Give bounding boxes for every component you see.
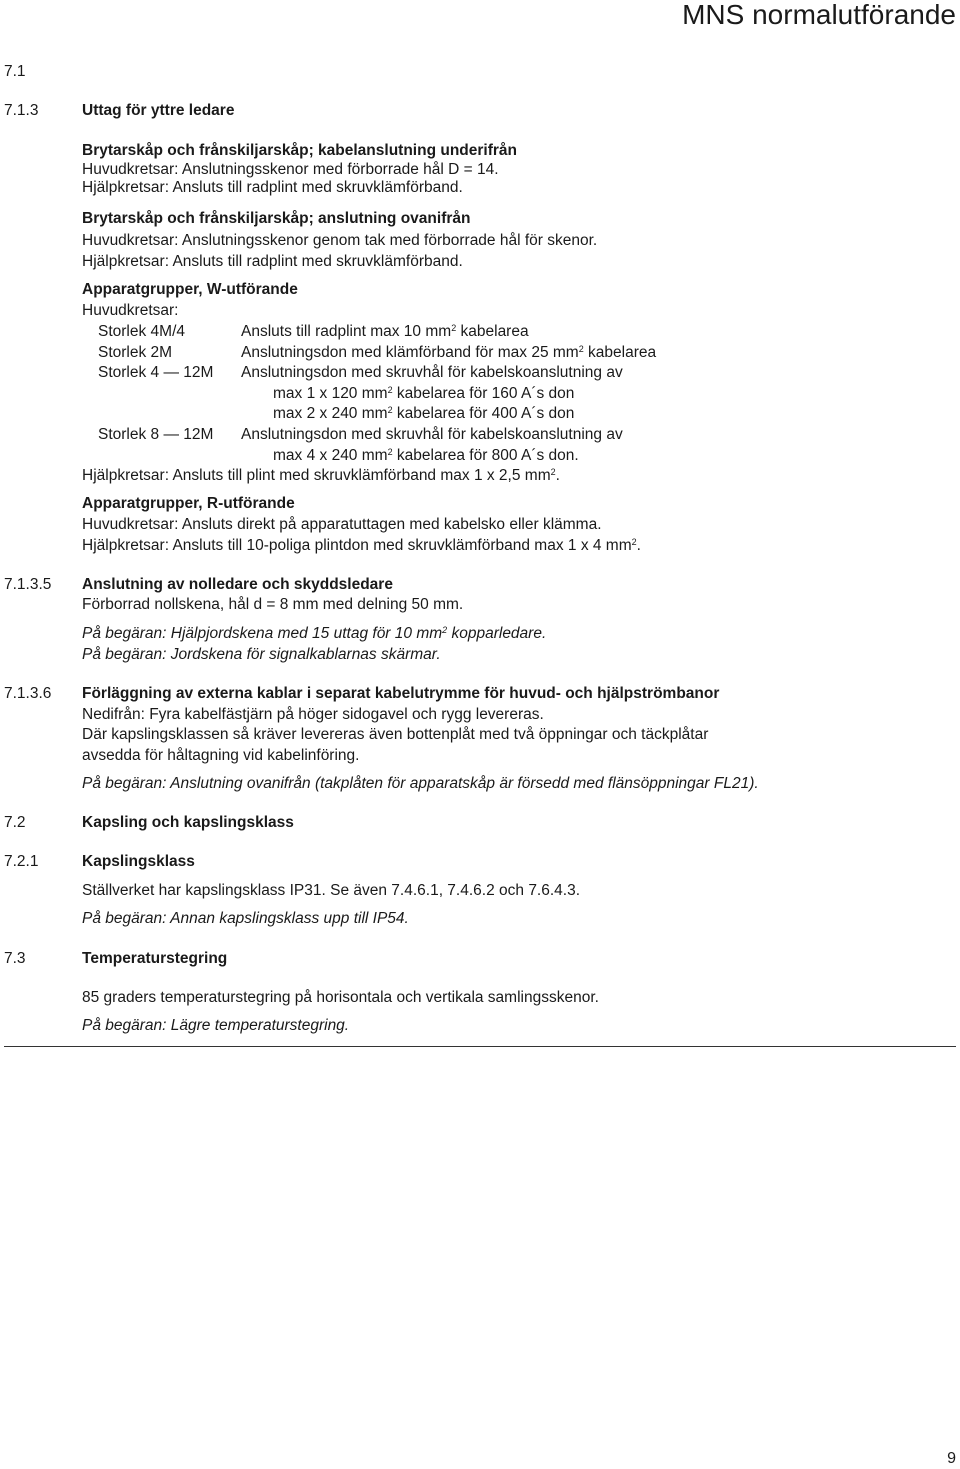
section-number-7-2-1: 7.2.1 bbox=[4, 853, 39, 870]
section-number-7-3: 7.3 bbox=[4, 950, 26, 967]
top-entry-aux-circuits: Hjälpkretsar: Ansluts till radplint med skruvklämförband. bbox=[82, 253, 463, 270]
neutral-bar-text: Förborrad nollskena, hål d = 8 mm med delning 50 mm. bbox=[82, 596, 464, 613]
option-top-entry: På begäran: Anslutning ovanifrån (takplåten för apparatskåp är försedd med flänsöppningar FL21). bbox=[82, 775, 759, 792]
w-size-4m4-desc: Ansluts till radplint max 10 $mm^2$ kabelarea bbox=[241, 323, 529, 340]
cable-compartment-line3: avsedda för håltagning vid kabelinföring. bbox=[82, 747, 360, 764]
top-entry-main-circuits: Huvudkretsar: Anslutningsskenor genom tak med förborrade hål för skenor. bbox=[82, 232, 598, 249]
section-heading-7-2-1: Kapslingsklass bbox=[82, 853, 195, 870]
w-size-2m: Storlek 2M bbox=[98, 344, 173, 361]
section-heading-7-1-3: Uttag för yttre ledare bbox=[82, 102, 235, 119]
section-number-7-1: 7.1 bbox=[4, 63, 26, 80]
w-size-4-12m: Storlek 4 — 12M bbox=[98, 364, 214, 381]
w-size-4m4: Storlek 4M/4 bbox=[98, 323, 186, 340]
section-number-7-1-3-6: 7.1.3.6 bbox=[4, 685, 52, 702]
option-temperature-rise: På begäran: Lägre temperaturstegring. bbox=[82, 1017, 350, 1034]
subheading-r-design: Apparatgrupper, R-utförande bbox=[82, 495, 295, 512]
bottom-entry-main-circuits: Huvudkretsar: Anslutningsskenor med förborrade hål D = 14. bbox=[82, 161, 499, 178]
section-number-7-1-3-5: 7.1.3.5 bbox=[4, 576, 52, 593]
temperature-rise-text: 85 graders temperaturstegring på horisontala och vertikala samlingsskenor. bbox=[82, 989, 599, 1006]
r-aux-circuits: Hjälpkretsar: Ansluts till 10-poliga plintdon med skruvklämförband max 1 x 4 $mm^2$. bbox=[82, 537, 641, 554]
section-heading-7-2: Kapsling och kapslingsklass bbox=[82, 814, 294, 831]
subheading-bottom-entry: Brytarskåp och frånskiljarskåp; kabelanslutning underifrån bbox=[82, 142, 517, 159]
section-number-7-1-3: 7.1.3 bbox=[4, 102, 39, 119]
w-size-4-12m-desc: Anslutningsdon med skruvhål för kabelskoanslutning av bbox=[241, 364, 623, 381]
subheading-w-design: Apparatgrupper, W-utförande bbox=[82, 281, 298, 298]
w-size-8-12m-sub1: max 4 x 240 $mm^2$ kabelarea för 800 A´s don. bbox=[273, 447, 579, 464]
w-main-circuits-label: Huvudkretsar: bbox=[82, 302, 179, 319]
w-size-4-12m-sub1: max 1 x 120 $mm^2$ kabelarea för 160 A´s don bbox=[273, 385, 575, 402]
w-size-8-12m-desc: Anslutningsdon med skruvhål för kabelskoanslutning av bbox=[241, 426, 623, 443]
section-number-7-2: 7.2 bbox=[4, 814, 26, 831]
bottom-entry-aux-circuits: Hjälpkretsar: Ansluts till radplint med skruvklämförband. bbox=[82, 179, 463, 196]
section-heading-7-3: Temperaturstegring bbox=[82, 950, 228, 967]
w-size-4-12m-sub2: max 2 x 240 $mm^2$ kabelarea för 400 A´s don bbox=[273, 405, 575, 422]
option-earth-bar-screens: På begäran: Jordskena för signalkablarnas skärmar. bbox=[82, 646, 441, 663]
page-number: 9 bbox=[947, 1450, 956, 1467]
section-heading-7-1-3-6: Förläggning av externa kablar i separat kabelutrymme för huvud- och hjälpströmbanor bbox=[82, 685, 720, 702]
option-aux-earth-bar: På begäran: Hjälpjordskena med 15 uttag för 10 $mm^2$ kopparledare. bbox=[82, 625, 547, 642]
section-divider bbox=[4, 1046, 956, 1047]
ip-class-text: Ställverket har kapslingsklass IP31. Se även 7.4.6.1, 7.4.6.2 och 7.6.4.3. bbox=[82, 882, 581, 899]
w-aux-circuits: Hjälpkretsar: Ansluts till plint med skruvklämförband max 1 x 2,5 $mm^2$. bbox=[82, 467, 560, 484]
r-main-circuits: Huvudkretsar: Ansluts direkt på apparatuttagen med kabelsko eller klämma. bbox=[82, 516, 602, 533]
section-heading-7-1-3-5: Anslutning av nolledare och skyddsledare bbox=[82, 576, 393, 593]
page-title: MNS normalutförande bbox=[682, 0, 956, 30]
cable-compartment-line1: Nedifrån: Fyra kabelfästjärn på höger sidogavel och rygg levereras. bbox=[82, 706, 544, 723]
w-size-8-12m: Storlek 8 — 12M bbox=[98, 426, 214, 443]
option-ip-class: På begäran: Annan kapslingsklass upp till IP54. bbox=[82, 910, 409, 927]
w-size-2m-desc: Anslutningsdon med klämförband för max 25 $mm^2$ kabelarea bbox=[241, 344, 657, 361]
cable-compartment-line2: Där kapslingsklassen så kräver levereras även bottenplåt med två öppningar och täckplåtar bbox=[82, 726, 709, 743]
subheading-top-entry: Brytarskåp och frånskiljarskåp; anslutning ovanifrån bbox=[82, 210, 471, 227]
